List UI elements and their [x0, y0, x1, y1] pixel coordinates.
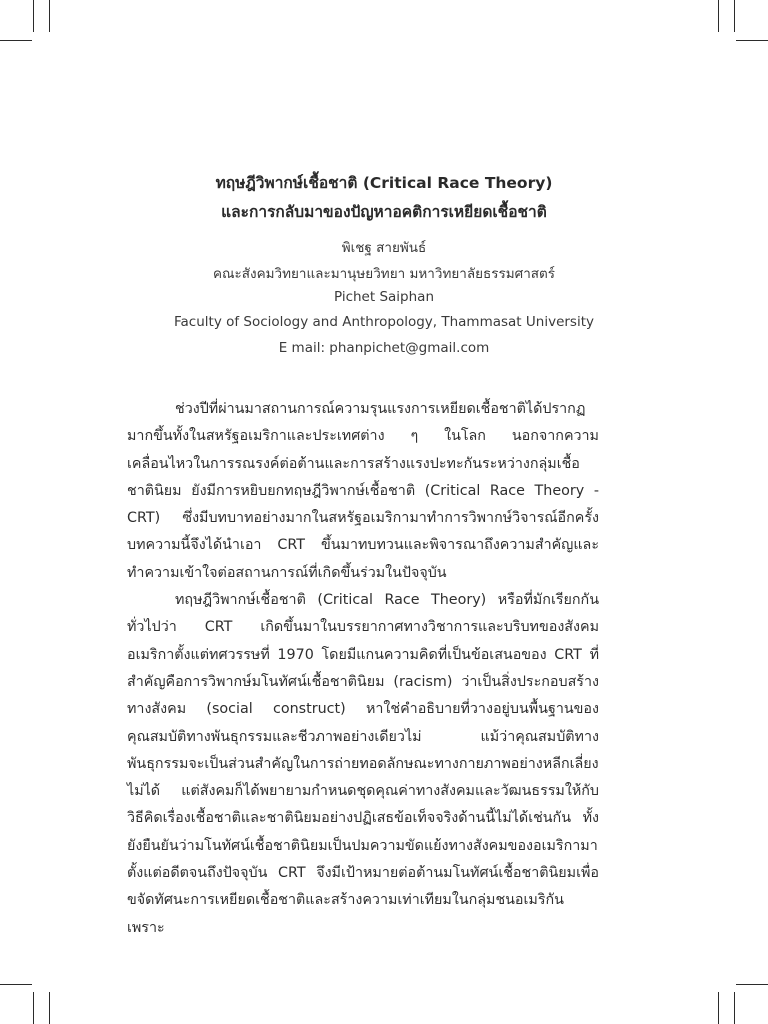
- crop-mark-top-left-vertical-outer: [33, 0, 34, 32]
- crop-mark-bottom-left-vertical-outer: [33, 992, 34, 1024]
- crop-mark-top-left-horizontal: [0, 40, 32, 41]
- crop-mark-top-right-vertical-outer: [734, 0, 735, 32]
- article-body: [127, 396, 599, 942]
- crop-mark-bottom-right-vertical-outer: [734, 992, 735, 1024]
- body-paragraph-1: ช่วงปีที่ผ่านมาสถานการณ์ความรุนแรงการเหยียดเชื้อชาติได้ปรากฏมากขึ้นทั้งในสหรัฐอเมริกาและประเทศต่าง ๆ ในโลก นอกจากความเคลื่อนไหวในการรณรงค์ต่อต้านและการสร้างแรงปะทะกันระหว่างกลุ่มเชื้อชาตินิยม ยังมีการหยิบยกทฤษฎีวิพากษ์เชื้อชาติ (Critical Race Theory - CRT) ซึ่งมีบทบาทอย่างมากในสหรัฐอเมริกามาทำการวิพากษ์วิจารณ์อีกครั้ง บทความนี้จึงได้นำเอา CRT ขึ้นมาทบทวนและพิจารณาถึงความสำคัญและทำความเข้าใจต่อสถานการณ์ที่เกิดขึ้นร่วมในปัจจุบัน: [127, 401, 599, 581]
- author-name-english: Pichet Saiphan: [333, 289, 434, 305]
- crop-mark-bottom-left-horizontal: [0, 984, 32, 985]
- author-name-thai: พิเชฐ สายพันธ์: [341, 240, 427, 256]
- crop-mark-bottom-left-vertical-inner: [49, 992, 50, 1024]
- affiliation-english: Faculty of Sociology and Anthropology, Thammasat University: [174, 314, 594, 330]
- article-title-line-1: ทฤษฎีวิพากษ์เชื้อชาติ (Critical Race Theory): [215, 174, 553, 192]
- body-paragraph-2: ทฤษฎีวิพากษ์เชื้อชาติ (Critical Race Theory) หรือที่มักเรียกกันทั่วไปว่า CRT เกิดขึ้นมาในบรรยากาศทางวิชาการและบริบทของสังคมอเมริกาตั้งแต่ทศวรรษที่ 1970 โดยมีแกนความคิดที่เป็นข้อเสนอของ CRT ที่สำคัญคือการวิพากษ์มโนทัศน์เชื้อชาตินิยม (racism) ว่าเป็นสิ่งประกอบสร้างทางสังคม (social construct) หาใช่คำอธิบายที่วางอยู่บนพื้นฐานของคุณสมบัติทางพันธุกรรมและชีวภาพอย่างเดียวไม่ แม้ว่าคุณสมบัติทางพันธุกรรมจะเป็นส่วนสำคัญในการถ่ายทอดลักษณะทางกายภาพอย่างหลีกเลี่ยงไม่ได้ แต่สังคมก็ได้พยายามกำหนดชุดคุณค่าทางสังคมและวัฒนธรรมให้กับวิธีคิดเรื่องเชื้อชาติและชาตินิยมอย่างปฏิเสธข้อเท็จจริงด้านนี้ไม่ได้เช่นกัน ทั้งยังยืนยันว่ามโนทัศน์เชื้อชาตินิยมเป็นปมความขัดแย้งทางสังคมของอเมริกามาตั้งแต่อดีตจนถึงปัจจุบัน CRT จึงมีเป้าหมายต่อต้านมโนทัศน์เชื้อชาตินิยมเพื่อขจัดทัศนะการเหยียดเชื้อชาติและสร้างความเท่าเทียมในกลุ่มชนอเมริกัน เพราะ: [127, 592, 599, 936]
- article-title-line-2: และการกลับมาของปัญหาอคติการเหยียดเชื้อชาติ: [221, 203, 547, 221]
- crop-mark-bottom-right-horizontal: [736, 984, 768, 985]
- author-email: E mail: phanpichet@gmail.com: [278, 340, 490, 356]
- crop-mark-bottom-right-vertical-inner: [718, 992, 719, 1024]
- crop-mark-top-right-horizontal: [736, 40, 768, 41]
- crop-mark-top-left-vertical-inner: [49, 0, 50, 32]
- affiliation-thai: คณะสังคมวิทยาและมานุษยวิทยา มหาวิทยาลัยธรรมศาสตร์: [212, 266, 556, 282]
- crop-mark-top-right-vertical-inner: [718, 0, 719, 32]
